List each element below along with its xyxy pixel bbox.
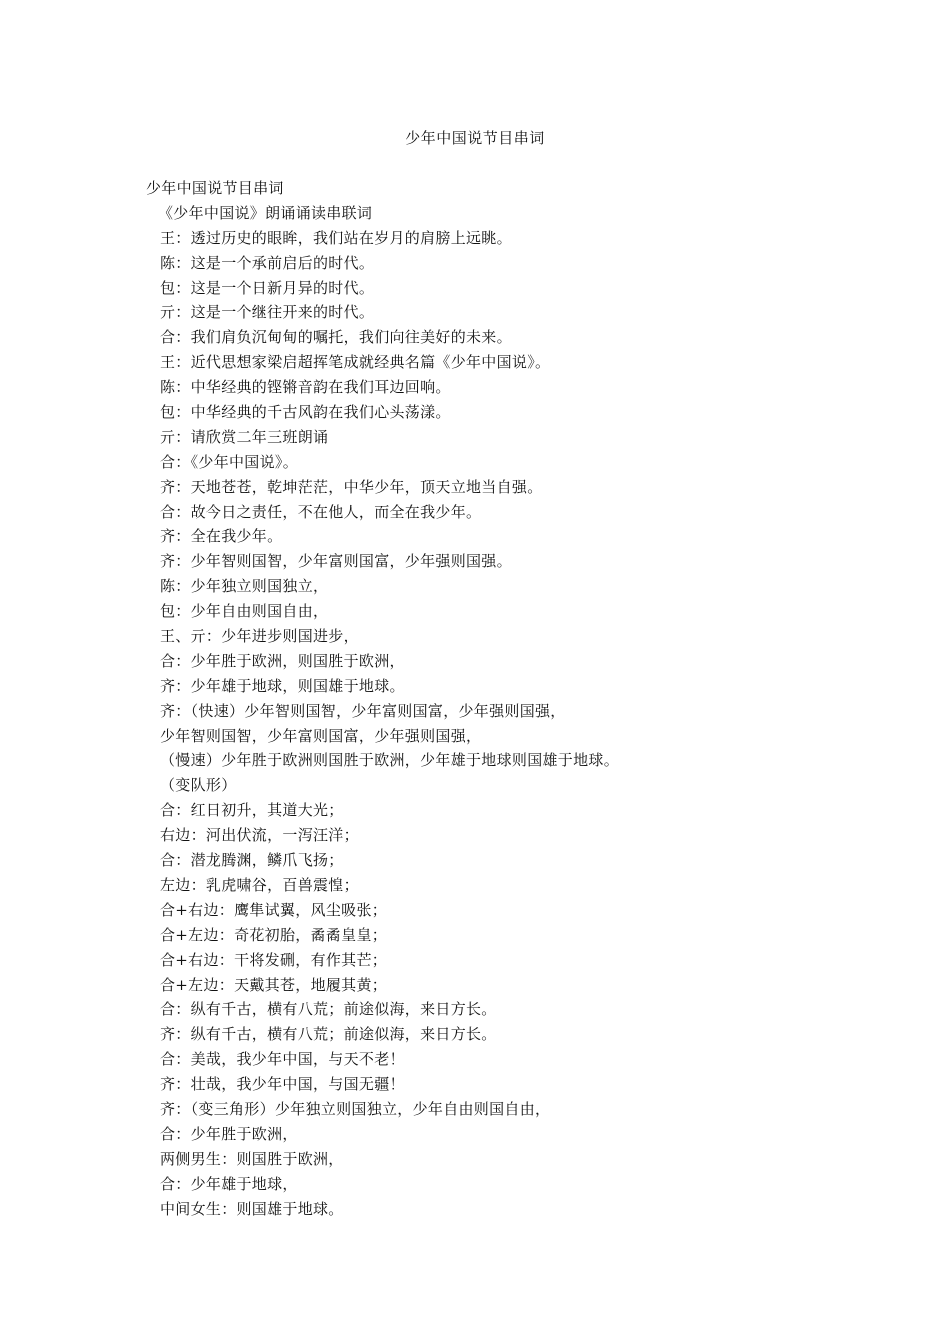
script-line: 齐：壮哉，我少年中国，与国无疆！ [160, 1075, 405, 1094]
script-line: 合：《少年中国说》。 [160, 452, 299, 471]
script-line: 合：纵有千古，横有八荒；前途似海，来日方长。 [160, 1000, 497, 1019]
script-line: 合：美哉，我少年中国，与天不老！ [160, 1050, 405, 1069]
script-line: 合+左边：天戴其苍，地履其黄； [160, 975, 388, 994]
script-line: 陈：少年独立则国独立， [160, 577, 329, 596]
script-line: （变队形） [160, 776, 237, 795]
script-line: 合+左边：奇花初胎，矞矞皇皇； [160, 925, 388, 944]
script-line: 陈：这是一个承前启后的时代。 [160, 253, 375, 272]
script-line: 合：少年胜于欧洲， [160, 1124, 298, 1143]
script-line: 包：中华经典的千古风韵在我们心头荡漾。 [160, 403, 451, 422]
script-line: 王、亓：少年进步则国进步， [160, 627, 359, 646]
script-line: 齐：天地苍苍，乾坤茫茫，中华少年，顶天立地当自强。 [160, 477, 543, 496]
script-line: 齐：（快速）少年智则国智，少年富则国富，少年强则国强， [160, 701, 566, 720]
document-title: 少年中国说节目串词 [405, 129, 545, 147]
script-line: 亓：请欣赏二年三班朗诵 [160, 427, 329, 446]
section-subheading: 《少年中国说》朗诵诵读串联词 [158, 203, 373, 222]
script-line: 合：故今日之责任，不在他人，而全在我少年。 [160, 502, 482, 521]
script-line: 合：红日初升，其道大光； [160, 801, 344, 820]
script-line: 合：少年雄于地球， [160, 1174, 298, 1193]
script-line: 合+右边：干将发硎，有作其芒； [160, 950, 388, 969]
script-line: 陈：中华经典的铿锵音韵在我们耳边回响。 [160, 378, 451, 397]
script-line: （慢速）少年胜于欧洲则国胜于欧洲，少年雄于地球则国雄于地球。 [160, 751, 620, 770]
script-line: 王：透过历史的眼眸，我们站在岁月的肩膀上远眺。 [160, 228, 512, 247]
script-line: 合：我们肩负沉甸甸的嘱托，我们向往美好的未来。 [160, 328, 512, 347]
script-line: 合+右边：鹰隼试翼，风尘吸张； [160, 900, 388, 919]
document-body [146, 176, 846, 1221]
script-line: 包：这是一个日新月异的时代。 [160, 278, 375, 297]
script-line: 齐：少年智则国智，少年富则国富，少年强则国强。 [160, 552, 512, 571]
script-line: 合：少年胜于欧洲，则国胜于欧洲， [160, 651, 405, 670]
section-heading: 少年中国说节目串词 [146, 179, 284, 197]
script-line: 亓：这是一个继往开来的时代。 [160, 303, 375, 322]
script-line: 包：少年自由则国自由， [160, 602, 329, 621]
script-line: 中间女生：则国雄于地球。 [160, 1199, 344, 1218]
script-lines [146, 226, 846, 1222]
script-line: 两侧男生：则国胜于欧洲， [160, 1149, 344, 1168]
script-line: 王：近代思想家梁启超挥笔成就经典名篇《少年中国说》。 [160, 353, 551, 372]
script-line: 左边：乳虎啸谷，百兽震惶； [160, 875, 359, 894]
script-line: 齐：全在我少年。 [160, 527, 283, 546]
script-line: 合：潜龙腾渊，鳞爪飞扬； [160, 851, 344, 870]
script-line: 齐：（变三角形）少年独立则国独立，少年自由则国自由， [160, 1099, 551, 1118]
script-line: 齐：纵有千古，横有八荒；前途似海，来日方长。 [160, 1025, 497, 1044]
script-line: 少年智则国智，少年富则国富，少年强则国强， [160, 726, 482, 745]
script-line: 齐：少年雄于地球，则国雄于地球。 [160, 676, 405, 695]
script-line: 右边：河出伏流，一泻汪洋； [160, 826, 359, 845]
